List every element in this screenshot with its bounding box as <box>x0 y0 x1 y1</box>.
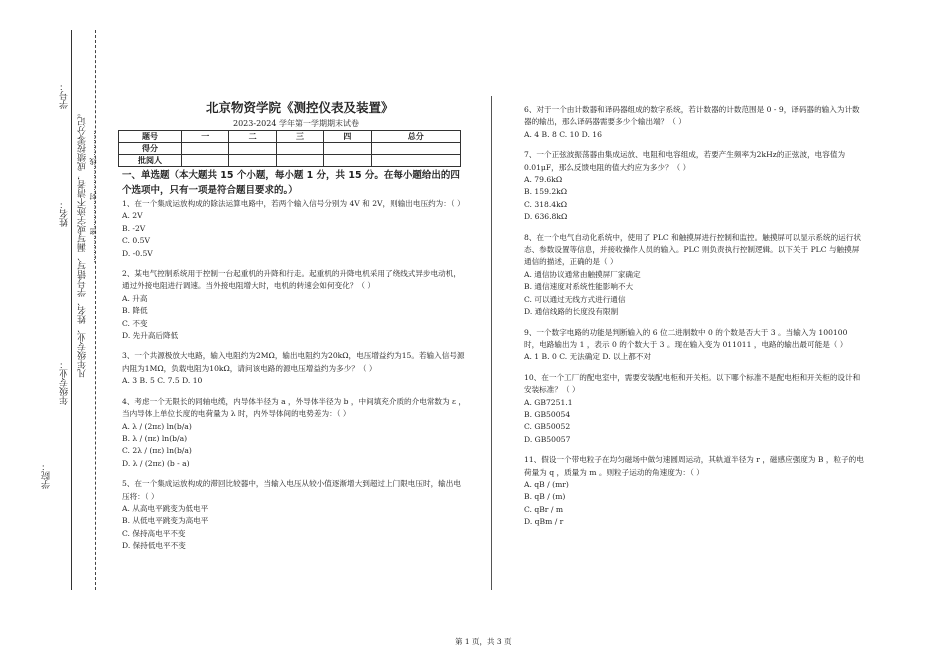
option: B. 通信速度对系统性能影响不大 <box>524 282 634 292</box>
section-heading: 一、单选题（本大题共 15 个小题，每小题 1 分，共 15 分。在每小题给出的四个选项中，只有一项是符合题目要求的。） <box>122 170 460 196</box>
question-stem: 8、在一个电气自动化系统中，使用了 PLC 和触摸屏进行控制和监控。触摸屏可以显示系统的运行状态、参数设置等信息，并接收操作人员的输入。PLC 则负责执行控制逻辑。以下关于 PLC 与触摸屏通信的描述，正确的是（ ） <box>524 232 861 267</box>
option: C. 2λ / (πε) ln(b/a) <box>122 446 192 456</box>
exam-title: 北京物资学院《测控仪表及装置》 <box>206 100 394 115</box>
binding-dashed-line <box>95 30 96 590</box>
question-stem: 5、在一个集成运放构成的滞回比较器中，当输入电压从较小值逐渐增大到超过上门限电压时，输出电压将：（ ） <box>122 479 461 501</box>
grader-cell <box>371 155 461 167</box>
question-stem: 2、某电气控制系统用于控制一台起重机的升降和行走。起重机的升降电机采用了绕线式异步电动机，通过外接电阻进行调速。当外接电阻增大时，电机的转速会如何变化？（ ） <box>122 269 461 291</box>
option: C. 不变 <box>122 318 148 328</box>
score-header-cell: 二 <box>229 131 276 143</box>
question-stem: 6、对于一个由计数器和译码器组成的数字系统，若计数器的计数范围是 0 - 9，译码器的输入为计数器的输出，那么译码器需要多少个输出端？（ ） <box>524 105 860 127</box>
option: D. 636.8kΩ <box>524 212 568 222</box>
option: B. λ / (πε) ln(b/a) <box>122 433 188 443</box>
score-table <box>118 130 461 167</box>
question-6 <box>524 104 864 141</box>
option: D. λ / (2πε) (b - a) <box>122 458 190 468</box>
option: A. 通信协议通常由触摸屏厂家确定 <box>524 269 641 279</box>
question-8 <box>524 232 864 319</box>
grader-row-label: 批阅人 <box>119 155 182 167</box>
score-header-cell: 一 <box>182 131 229 143</box>
score-cell <box>182 143 229 155</box>
option: B. 降低 <box>122 306 148 316</box>
seal-notice: …………密…………封…………线………… <box>89 130 97 263</box>
binding-line-outer <box>71 30 72 590</box>
student-id-label: 学号： <box>60 82 70 109</box>
score-header-cell: 总分 <box>371 131 461 143</box>
option: A. 升高 <box>122 293 148 303</box>
question-2 <box>122 268 467 342</box>
score-cell <box>276 143 323 155</box>
option: C. qBr / m <box>524 504 564 514</box>
score-row-label: 得分 <box>119 143 182 155</box>
column-separator <box>491 96 492 590</box>
option: B. qB / (m) <box>524 492 566 502</box>
score-cell <box>229 143 276 155</box>
grader-cell <box>324 155 371 167</box>
score-cell <box>324 143 371 155</box>
option: D. 通信线路的长度没有限制 <box>524 307 619 317</box>
question-11 <box>524 454 864 528</box>
option: A. qB / (mr) <box>524 479 569 489</box>
option: A. λ / (2πε) ln(b/a) <box>122 421 192 431</box>
grader-cell <box>182 155 229 167</box>
option: A. 从高电平跳变为低电平 <box>122 503 209 513</box>
option: D. 先升高后降低 <box>122 331 179 341</box>
grading-notice: 凡年级专业、姓名、学号错写、漏写或字迹不清者，成绩按零分记。 <box>78 108 88 378</box>
option: D. 保持低电平不变 <box>122 541 186 551</box>
exam-subtitle: 2023-2024 学年第一学期期末试卷 <box>233 119 359 128</box>
option: D. GB50057 <box>524 434 571 444</box>
score-row <box>119 143 461 155</box>
grader-cell <box>229 155 276 167</box>
score-header-cell: 四 <box>324 131 371 143</box>
page-footer: 第 1 页，共 3 页 <box>455 637 512 646</box>
question-10 <box>524 372 864 446</box>
option: B. 从低电平跳变为高电平 <box>122 516 209 526</box>
score-header-cell: 题号 <box>119 131 182 143</box>
question-stem: 11、假设一个带电粒子在均匀磁场中做匀速圆周运动，其轨道半径为 r ，磁感应强度为 B ，粒子的电荷量为 q ，质量为 m 。则粒子运动的角速度为：（ ） <box>524 455 864 477</box>
question-3 <box>122 350 467 387</box>
grade-major-label: 年级专业： <box>60 360 70 405</box>
score-table-header-row <box>119 131 461 143</box>
option: A. 2V <box>122 211 143 221</box>
option: C. 保持高电平不变 <box>122 528 186 538</box>
question-stem: 9、一个数字电路的功能是判断输入的 6 位二进制数中 0 的个数是否大于 3 。当输入为 100100 时，电路输出为 1 ，表示 0 的个数大于 3 。现在输入变为 011011 ，电路的输出最可能是（ ） <box>524 327 848 349</box>
right-column <box>524 104 864 537</box>
question-stem: 7、一个正弦波振荡器由集成运放、电阻和电容组成，若要产生频率为2kHz的正弦波，电容值为0.01μF，那么反馈电阻的值大约应为多少？（ ） <box>524 150 846 172</box>
option: B. 159.2kΩ <box>524 187 568 197</box>
option: A. 3 B. 5 C. 7.5 D. 10 <box>122 376 203 386</box>
option: C. 318.4kΩ <box>524 199 568 209</box>
option: C. 0.5V <box>122 236 150 246</box>
question-stem: 10、在一个工厂的配电室中，需要安装配电柜和开关柜。以下哪个标准不是配电柜和开关柜的设计和安装标准？（ ） <box>524 372 861 395</box>
option: B. GB50054 <box>524 409 571 419</box>
score-cell <box>371 143 461 155</box>
score-header-cell: 三 <box>276 131 323 143</box>
grader-cell <box>276 155 323 167</box>
question-stem: 1、在一个集成运放构成的除法运算电路中，若两个输入信号分别为 4V 和 2V，则输出电压约为：（ ） <box>122 199 465 208</box>
question-7 <box>524 149 864 223</box>
question-9 <box>524 327 864 364</box>
left-column <box>122 168 467 561</box>
option: A. GB7251.1 <box>524 397 573 407</box>
name-label: 姓名： <box>60 200 70 227</box>
grader-row <box>119 155 461 167</box>
question-5 <box>122 478 467 552</box>
question-1 <box>122 198 467 260</box>
option: D. -0.5V <box>122 248 153 258</box>
option: A. 79.6kΩ <box>524 175 563 185</box>
option: D. qBm / r <box>524 517 564 527</box>
question-4 <box>122 396 467 470</box>
option: A. 4 B. 8 C. 10 D. 16 <box>524 129 602 139</box>
school-label: 学院： <box>42 462 52 489</box>
question-stem: 3、一个共源极放大电路，输入电阻约为2MΩ，输出电阻约为20kΩ，电压增益约为15。若输入信号源内阻为1MΩ，负载电阻为10kΩ，请问该电路的源电压增益约为多少？（ ） <box>122 351 465 373</box>
question-stem: 4、考虑一个无限长的同轴电缆，内导体半径为 a ，外导体半径为 b ，中间填充介质的介电常数为 ε ，当内导体上单位长度的电荷量为 λ 时，内外导体间的电势差为：（ ） <box>122 396 466 419</box>
option: B. -2V <box>122 223 146 233</box>
option: C. 可以通过无线方式进行通信 <box>524 294 626 304</box>
option: A. 1 B. 0 C. 无法确定 D. 以上都不对 <box>524 352 651 362</box>
option: C. GB50052 <box>524 422 571 432</box>
